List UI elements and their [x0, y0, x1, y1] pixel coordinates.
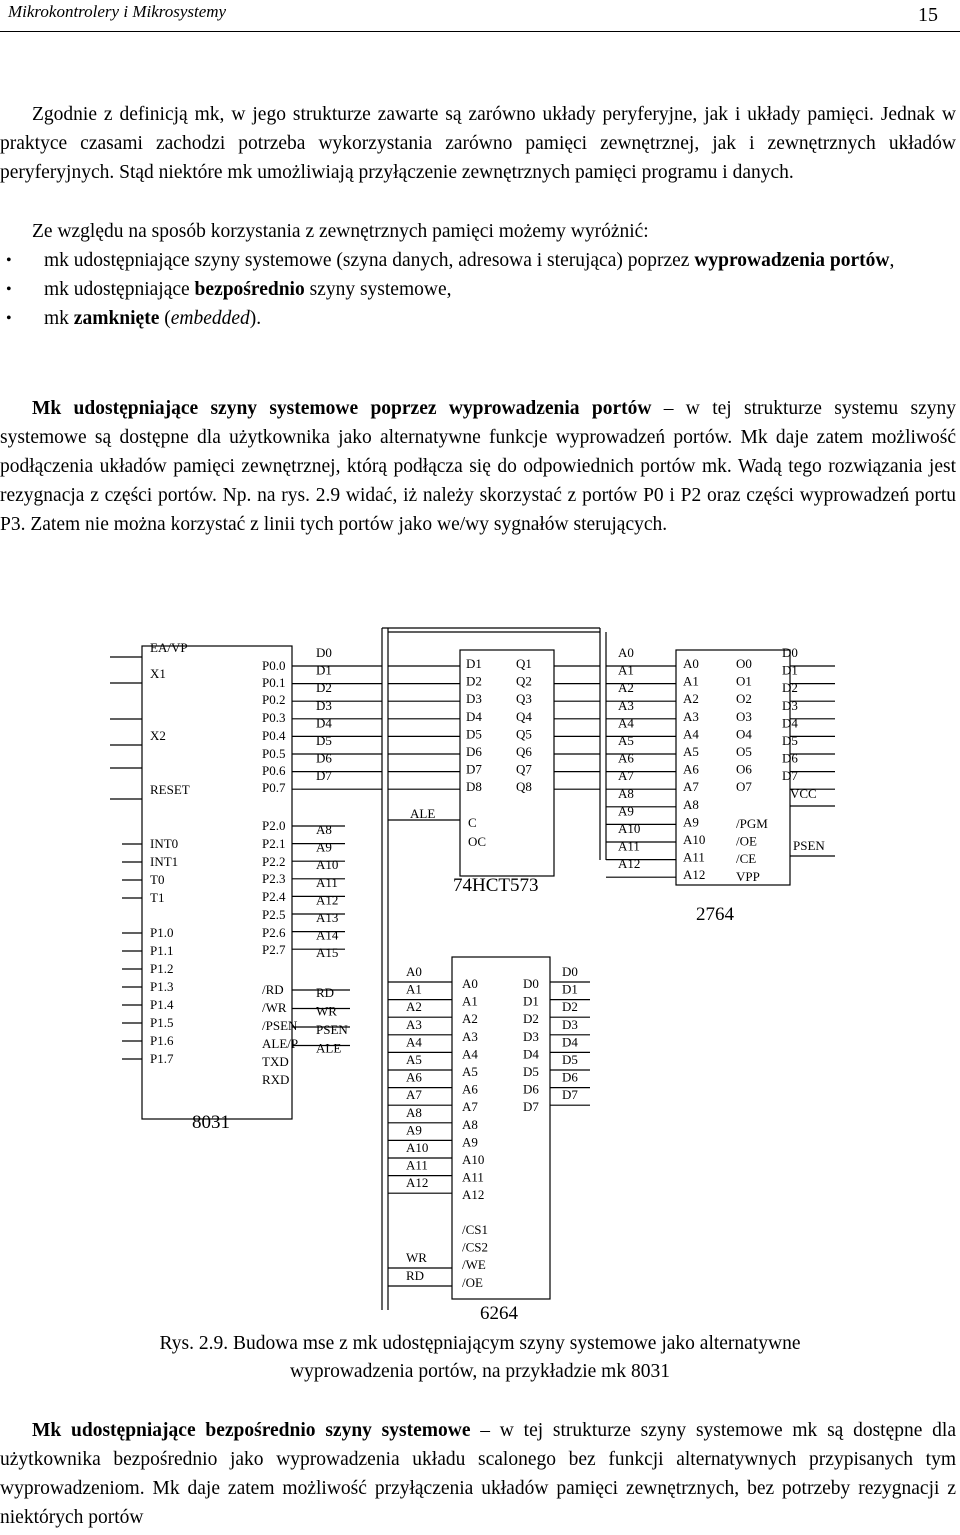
data-bus-label: D1	[316, 662, 332, 678]
mcu-pin-label: /PSEN	[262, 1018, 298, 1033]
sram-address-bus-label: A12	[406, 1175, 429, 1191]
eprom-data-bus-label: D7	[782, 768, 798, 784]
psen-label: PSEN	[793, 838, 825, 853]
eprom-pin-label: O1	[736, 673, 752, 689]
data-bus-label: D0	[316, 645, 332, 660]
mcu-pin-label: X1	[150, 666, 166, 681]
latch-pin-label: Q5	[516, 726, 532, 742]
sram-address-bus-label: A6	[406, 1069, 422, 1085]
data-bus-label: D2	[316, 680, 332, 696]
eprom-address-bus-label: A8	[618, 785, 634, 801]
sram-pin-label: A7	[462, 1099, 478, 1115]
eprom-address-bus-label: A3	[618, 697, 634, 713]
mcu-pin-label: P0.6	[262, 763, 286, 778]
control-bus-label: RD	[316, 985, 335, 1000]
list-item	[0, 275, 956, 304]
eprom-pin-label: O6	[736, 761, 752, 777]
eprom-pin-label: O3	[736, 708, 752, 724]
eprom-address-bus-label: A4	[618, 715, 634, 731]
address-bus-label: A15	[316, 945, 339, 961]
ale-label: ALE	[410, 806, 436, 821]
control-bus-label: PSEN	[316, 1022, 348, 1037]
section-direct-heading: Mk udostępniające bezpośrednio szyny systemowe	[32, 1420, 471, 1441]
address-bus-label: A13	[316, 910, 339, 925]
chip-2764-name: 2764	[696, 904, 734, 925]
control-bus-label: ALE	[316, 1040, 342, 1056]
data-bus-label: D5	[316, 733, 332, 748]
eprom-address-bus-label: A10	[618, 821, 641, 836]
mcu-pin-label: P1.6	[150, 1033, 174, 1048]
sram-pin-label: A1	[462, 993, 478, 1009]
eprom-address-bus-label: A11	[618, 838, 640, 854]
sram-data-bus-label: D2	[562, 999, 578, 1015]
mcu-pin-label: P2.0	[262, 818, 286, 833]
mcu-pin-label: P2.2	[262, 854, 286, 869]
mcu-pin-label: P0.2	[262, 692, 286, 707]
sram-pin-label: A5	[462, 1064, 478, 1079]
address-bus-label: A10	[316, 857, 339, 873]
eprom-pin-label: VPP	[736, 868, 760, 884]
sram-pin-label: D1	[523, 993, 539, 1009]
address-bus-label: A11	[316, 874, 338, 890]
mcu-pin-label: P1.1	[150, 943, 174, 958]
latch-pin-label: Q4	[516, 708, 532, 724]
mcu-pin-label: ALE/P	[262, 1036, 299, 1051]
latch-pin-label: D5	[466, 726, 482, 742]
mcu-pin-label: P1.3	[150, 979, 174, 994]
eprom-pin-label: A6	[683, 761, 699, 777]
sram-pin-label: D0	[523, 976, 539, 991]
mcu-pin-label: P2.4	[262, 889, 286, 904]
mcu-pin-label: P1.4	[150, 997, 174, 1012]
data-bus-label: D4	[316, 715, 332, 731]
eprom-data-bus-label: D4	[782, 715, 798, 731]
address-bus-label: A12	[316, 892, 339, 908]
sram-address-bus-label: A5	[406, 1052, 422, 1067]
intro-paragraph: Zgodnie z definicją mk, w jego strukturze zawarte są zarówno układy peryferyjne, jak i układy pamięci. Jednak w praktyce czasami zachodzi potrzeba wykorzystania zarówno pamięci zewnętrznej, jak i zewnętrznych układów peryferyjnych. Stąd niektóre mk umożliwiają przyłączenie zewnętrznych pamięci programu i danych.	[0, 104, 956, 183]
eprom-data-bus-label: D6	[782, 750, 798, 766]
eprom-pin-label: /PGM	[736, 816, 768, 831]
mcu-pin-label: P2.7	[262, 942, 286, 957]
eprom-pin-label: A5	[683, 744, 699, 759]
eprom-data-bus-label: D3	[782, 697, 798, 713]
mcu-pin-label: INT1	[150, 854, 179, 869]
mcu-pin-label: P0.1	[262, 675, 286, 690]
eprom-pin-label: A0	[683, 656, 699, 671]
sram-rd-label: RD	[406, 1268, 425, 1283]
sram-pin-label: /CS1	[462, 1222, 489, 1237]
eprom-address-bus-label: A1	[618, 662, 634, 678]
mcu-pin-label: P1.5	[150, 1015, 174, 1030]
mcu-pin-label: /WR	[262, 1000, 287, 1015]
latch-pin-label: Q7	[516, 761, 532, 777]
sram-address-bus-label: A4	[406, 1034, 422, 1050]
sram-address-bus-label: A3	[406, 1016, 422, 1032]
sram-pin-label: A12	[462, 1187, 485, 1203]
list-item-text: mk udostępniające	[44, 279, 195, 300]
sram-pin-label: A2	[462, 1011, 478, 1027]
list-item-emphasis: wyprowadzenia portów	[694, 250, 890, 271]
section-direct-body: – w tej strukturze szyny systemowe mk są dostępne dla użytkownika bezpośrednio jako wyprowadzenia układu scalonego bez funkcji alternatywnych przypisanych tym wyprowadzeniom. Mk daje zatem możliwość przyłączenia układów pamięci zewnętrznych, bez potrzeby rezygnacji z niektórych portów	[0, 1420, 957, 1528]
sram-pin-label: A4	[462, 1046, 478, 1062]
latch-pin-label: D7	[466, 761, 482, 777]
list-item-text: mk	[44, 308, 74, 329]
sram-data-bus-label: D0	[562, 964, 578, 979]
mcu-pin-label: P2.6	[262, 925, 286, 940]
eprom-address-bus-label: A12	[618, 856, 641, 872]
sram-pin-label: A11	[462, 1169, 484, 1185]
eprom-pin-label: A10	[683, 832, 706, 847]
eprom-address-bus-label: A6	[618, 750, 634, 766]
list-item-text: (	[159, 308, 171, 329]
mcu-pin-label: /RD	[262, 982, 284, 997]
sram-address-bus-label: A10	[406, 1140, 429, 1155]
mcu-pin-label: INT0	[150, 836, 179, 851]
sram-pin-label: /OE	[462, 1274, 483, 1290]
latch-pin-label: D3	[466, 691, 482, 707]
mcu-pin-label: X2	[150, 728, 166, 743]
sram-pin-label: D2	[523, 1011, 539, 1027]
list-item-emphasis: bezpośrednio	[194, 279, 305, 300]
classification-intro: Ze względu na sposób korzystania z zewnętrznych pamięci możemy wyróżnić:	[32, 221, 649, 242]
sram-pin-label: D4	[523, 1046, 539, 1062]
chip-8031-name: 8031	[192, 1112, 230, 1133]
sram-pin-label: A10	[462, 1152, 485, 1167]
vcc-label: VCC	[790, 786, 817, 801]
latch-pin-label: C	[468, 815, 477, 830]
eprom-pin-label: O2	[736, 691, 752, 707]
mcu-pin-label: P0.7	[262, 780, 286, 795]
eprom-pin-label: /OE	[736, 833, 757, 849]
chip-6264-name: 6264	[480, 1303, 518, 1324]
latch-pin-label: D8	[466, 779, 482, 795]
classification-list	[0, 246, 956, 333]
eprom-data-bus-label: D1	[782, 662, 798, 678]
control-bus-label: WR	[316, 1003, 337, 1019]
page-number: 15	[918, 4, 938, 26]
mcu-pin-label: EA/VP	[150, 640, 188, 655]
mcu-pin-label: TXD	[262, 1054, 289, 1069]
mcu-pin-label: P0.3	[262, 710, 286, 725]
circuit-diagram	[0, 620, 960, 1335]
eprom-address-bus-label: A9	[618, 803, 634, 819]
latch-pin-label: D1	[466, 656, 482, 671]
mcu-pin-label: P0.0	[262, 658, 286, 673]
eprom-pin-label: A2	[683, 691, 699, 707]
sram-address-bus-label: A0	[406, 964, 422, 979]
sram-data-bus-label: D1	[562, 981, 578, 997]
latch-pin-label: D2	[466, 673, 482, 689]
section-ports-paragraph	[0, 394, 956, 539]
mcu-pin-label: P2.1	[262, 836, 286, 851]
latch-pin-label: D6	[466, 744, 482, 759]
data-bus-label: D7	[316, 768, 332, 784]
mcu-pin-label: P0.4	[262, 728, 286, 743]
eprom-pin-label: O7	[736, 779, 752, 795]
caption-line: Rys. 2.9. Budowa mse z mk udostępniającym szyny systemowe jako alternatywne	[159, 1333, 801, 1354]
mcu-pin-label: P1.2	[150, 961, 174, 976]
latch-pin-label: Q8	[516, 779, 532, 795]
section-ports-body: – w tej strukturze systemu szyny systemowe są dostępne dla użytkownika jako alternatywne funkcje wyprowadzeń portów. Mk daje zatem możliwość podłączenia układów pamięci zewnętrznej, którą podłącza się do odpowiednich portów mk. Wadą tego rozwiązania jest rezygnacja z części portów. Np. na rys. 2.9 widać, iż należy skorzystać z portów P0 i P2 oraz części wyprowadzeń portu P3. Zatem nie można korzystać z linii tych portów jako we/wy sygnałów sterujących.	[0, 398, 956, 535]
eprom-pin-label: /CE	[736, 851, 757, 867]
section-direct-paragraph	[0, 1416, 956, 1532]
sram-address-bus-label: A1	[406, 981, 422, 997]
sram-pin-label: A3	[462, 1028, 478, 1044]
eprom-pin-label: O0	[736, 656, 752, 671]
address-bus-label: A8	[316, 822, 332, 837]
address-bus-label: A9	[316, 839, 332, 855]
eprom-pin-label: A12	[683, 867, 706, 883]
sram-data-bus-label: D6	[562, 1069, 578, 1085]
sram-pin-label: D5	[523, 1064, 539, 1079]
list-item-text: szyny systemowe,	[304, 279, 452, 300]
mcu-pin-label: P2.3	[262, 871, 286, 886]
sram-pin-label: /WE	[462, 1257, 486, 1273]
eprom-pin-label: A11	[683, 849, 705, 865]
mcu-pin-label: T1	[150, 890, 165, 905]
eprom-data-bus-label: D0	[782, 645, 798, 660]
sram-pin-label: D7	[523, 1099, 539, 1115]
sram-address-bus-label: A7	[406, 1087, 422, 1103]
sram-address-bus-label: A11	[406, 1157, 428, 1173]
data-bus-label: D6	[316, 750, 332, 766]
page-header	[0, 0, 960, 34]
figure-caption	[0, 1330, 960, 1386]
sram-address-bus-label: A9	[406, 1122, 422, 1138]
eprom-pin-label: A1	[683, 673, 699, 689]
sram-pin-label: A0	[462, 976, 478, 991]
latch-pin-label: D4	[466, 708, 482, 724]
mcu-pin-label: RXD	[262, 1072, 290, 1087]
sram-data-bus-label: D3	[562, 1016, 578, 1032]
sram-address-bus-label: A2	[406, 999, 422, 1015]
sram-pin-label: A8	[462, 1116, 478, 1132]
mcu-pin-label: P2.5	[262, 907, 286, 922]
section-ports-heading: Mk udostępniające szyny systemowe poprzez wyprowadzenia portów	[32, 398, 652, 419]
caption-line: wyprowadzenia portów, na przykładzie mk 8031	[290, 1361, 670, 1382]
sram-pin-label: A9	[462, 1134, 478, 1150]
sram-pin-label: D6	[523, 1081, 539, 1097]
eprom-data-bus-label: D5	[782, 733, 798, 748]
list-item	[0, 246, 956, 275]
latch-pin-label: Q3	[516, 691, 532, 707]
eprom-data-bus-label: D2	[782, 680, 798, 696]
eprom-pin-label: O4	[736, 726, 752, 742]
list-item-emphasis: zamknięte	[73, 308, 160, 329]
mcu-pin-label: P1.7	[150, 1051, 174, 1066]
sram-wr-label: WR	[406, 1250, 427, 1265]
eprom-pin-label: O5	[736, 744, 752, 759]
eprom-pin-label: A3	[683, 708, 699, 724]
header-rule	[0, 31, 960, 32]
sram-data-bus-label: D4	[562, 1034, 578, 1050]
mcu-pin-label: P1.0	[150, 925, 174, 940]
eprom-address-bus-label: A2	[618, 680, 634, 696]
running-title: Mikrokontrolery i Mikrosystemy	[8, 2, 227, 21]
latch-pin-label: Q1	[516, 656, 532, 671]
data-bus-label: D3	[316, 697, 332, 713]
eprom-pin-label: A9	[683, 814, 699, 830]
circuit-labels	[150, 640, 825, 1324]
mcu-pin-label: RESET	[150, 782, 190, 797]
list-item-italic: embedded	[170, 308, 250, 329]
eprom-pin-label: A7	[683, 779, 699, 795]
list-item-text: ).	[249, 308, 262, 329]
latch-pin-label: OC	[468, 834, 487, 849]
sram-pin-label: D3	[523, 1028, 539, 1044]
sram-data-bus-label: D5	[562, 1052, 578, 1067]
list-item-text: ,	[889, 250, 895, 271]
eprom-pin-label: A8	[683, 796, 699, 812]
mcu-pin-label: P0.5	[262, 746, 286, 761]
mcu-pin-label: T0	[150, 872, 165, 887]
list-item-text: mk udostępniające szyny systemowe (szyna danych, adresowa i sterująca) poprzez	[44, 250, 695, 271]
chip-74hct573-name: 74HCT573	[453, 875, 539, 896]
sram-pin-label: A6	[462, 1081, 478, 1097]
latch-pin-label: Q2	[516, 673, 532, 689]
latch-pin-label: Q6	[516, 744, 532, 759]
sram-data-bus-label: D7	[562, 1087, 578, 1103]
eprom-pin-label: A4	[683, 726, 699, 742]
address-bus-label: A14	[316, 927, 339, 943]
sram-pin-label: /CS2	[462, 1239, 489, 1255]
list-item	[0, 304, 956, 333]
sram-address-bus-label: A8	[406, 1104, 422, 1120]
eprom-address-bus-label: A5	[618, 733, 634, 748]
eprom-address-bus-label: A7	[618, 768, 634, 784]
eprom-address-bus-label: A0	[618, 645, 634, 660]
